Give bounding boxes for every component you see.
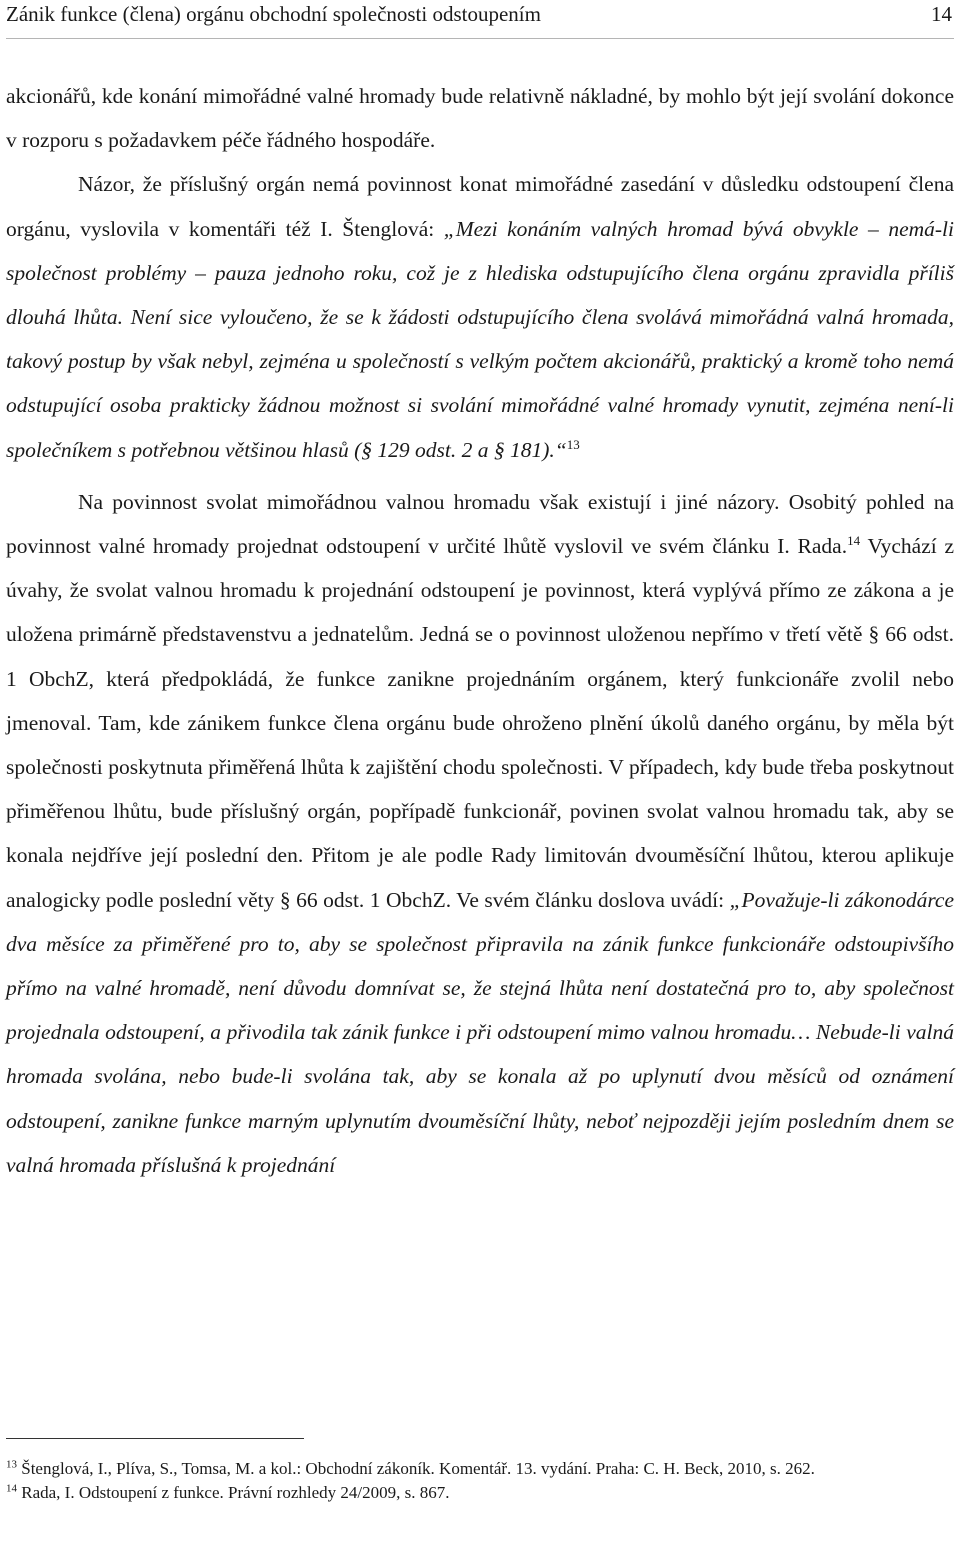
paragraph-3-text-b: Vychází z úvahy, že svolat valnou hromadu k projednání odstoupení je povinnost, která vyplývá přímo ze zákona a je uložena primárně představenstvu a jednatelům. Jedná se o povinnost uloženou nepřímo v třetí větě § 66 odst. 1 ObchZ, která předpokládá, že funkce zanikne projednáním orgánem, který funkcionáře zvolil nebo jmenoval. Tam, kde zánikem funkce člena orgánu bude ohroženo plnění úkolů daného orgánu, by měla být společnosti poskytnuta přiměřená lhůta k zajištění chodu společnosti. V případech, kdy bude třeba poskytnout přiměřenou lhůtu, bude příslušný orgán, popřípadě funkcionář, povinen svolat valnou hromadu tak, aby se konala nejdříve její poslední den. Přitom je ale podle Rady limitován dvouměsíční lhůtou, kterou aplikuje analogicky podle poslední věty § 66 odst. 1 ObchZ. Ve svém článku doslova uvádí: (6, 534, 955, 912)
footnote-ref-13: 13 (566, 436, 580, 452)
footnote-14-number: 14 (6, 1482, 17, 1495)
footnote-ref-14: 14 (847, 532, 861, 548)
page-number: 14 (931, 2, 952, 26)
running-header (6, 0, 954, 39)
paragraph-3-text-a: Na povinnost svolat mimořádnou valnou hromadu však existují i jiné názory. Osobitý pohled na povinnost valné hromady projednat odstoupení v určité lhůtě vyslovil ve svém článku I. Rada. (6, 489, 954, 559)
running-title: Zánik funkce (člena) orgánu obchodní společnosti odstoupením (6, 2, 541, 26)
footnote-13 (6, 1457, 954, 1481)
paragraph-2-text: Názor, že příslušný orgán nemá povinnost konat mimořádné zasedání v důsledku odstoupení člena orgánu, vyslovila v komentáři též I. Štenglová: (6, 172, 954, 241)
footnote-13-text: Štenglová, I., Plíva, S., Tomsa, M. a kol.: Obchodní zákoník. Komentář. 13. vydání. Praha: C. H. Beck, 2010, s. 262. (17, 1459, 815, 1478)
stenglova-quote: „Mezi konáním valných hromad bývá obvykle – nemá-li společnost problémy – pauza jednoho roku, což je z hlediska odstupujícího člena orgánu zpravidla příliš dlouhá lhůta. Není sice vyloučeno, že se k žádosti odstupujícího člena svolává mimořádná valná hromada, takový postup by však nebyl, zejména u společností s velkým počtem akcionářů, praktický a kromě toho nemá odstupující osoba prakticky žádnou možnost si svolání mimořádné valné hromady vynutit, zejména není-li společníkem s potřebnou většinou hlasů (§ 129 odst. 2 a § 181).“ (6, 216, 954, 462)
paragraph-2 (6, 162, 954, 471)
footnotes (6, 1438, 954, 1505)
main-text (6, 74, 954, 1187)
footnote-rule (6, 1438, 304, 1439)
footnote-14 (6, 1481, 954, 1505)
paragraph-3 (6, 480, 954, 1187)
paragraph-1: akcionářů, kde konání mimořádné valné hromady bude relativně nákladné, by mohlo být její svolání dokonce v rozporu s požadavkem péče řádného hospodáře. (6, 84, 954, 153)
rada-quote: „Považuje-li zákonodárce dva měsíce za přiměřené pro to, aby se společnost připravila na zánik funkce funkcionáře odstoupivšího přímo na valné hromadě, není důvodu domnívat se, že stejná lhůta není dostatečná pro to, aby společnost projednala odstoupení, a přivodila tak zánik funkce i při odstoupení mimo valnou hromadu… Nebude-li valná hromada svolána, nebo bude-li svolána tak, aby se konala až po uplynutí dvou měsíců od oznámení odstoupení, zanikne funkce marným uplynutím dvouměsíční lhůty, neboť nejpozději jejím posledním dnem se valná hromada příslušná k projednání (6, 887, 954, 1177)
footnote-13-number: 13 (6, 1458, 17, 1471)
footnote-14-text: Rada, I. Odstoupení z funkce. Právní rozhledy 24/2009, s. 867. (17, 1483, 450, 1502)
